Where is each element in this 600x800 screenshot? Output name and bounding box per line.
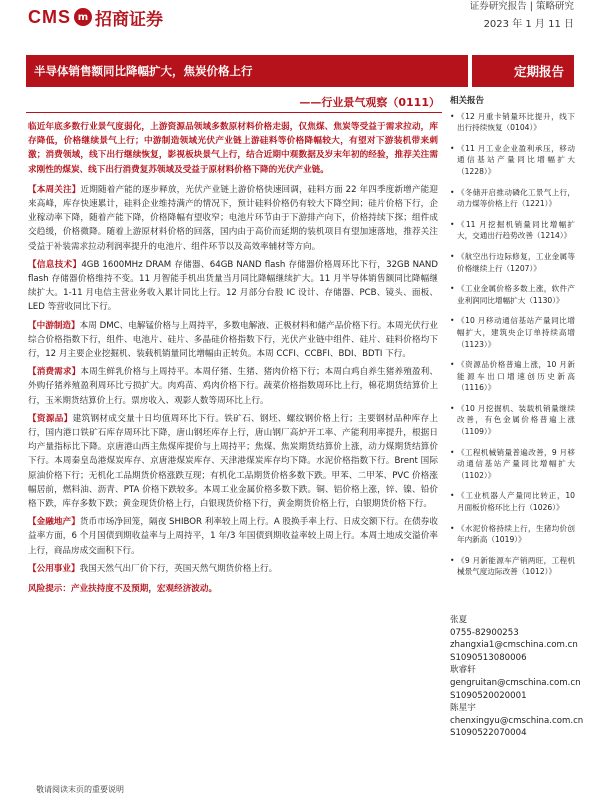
bullet-icon: • <box>450 555 455 565</box>
logo-badge-icon: m <box>74 8 92 26</box>
logo-en: CMS <box>28 6 71 27</box>
analyst-email[interactable]: zhangxia1@cmschina.com.cn <box>450 640 578 651</box>
section-resources: 【资源品】建筑钢材成交量十日均值周环比下行。铁矿石、钢坯、螺纹钢价格上行；主要钢材品种库存上行，国内港口铁矿石库存周环比下降，唐山钢坯库存上行，唐山钢厂高炉开工率、产能利用率提升，根据日均产量指标比下降。京唐港山西主焦煤库提价与上周持平；焦煤、焦炭期货结算价上涨，动力煤期货结算价下行。本周秦皇岛港煤炭库存、京唐港煤炭库存、天津港煤炭库存均下降。水泥价格指数下行。Brent 国际原油价格下行；无机化工品期货价格涨跌互现；有机化工品期货价格多数下跌。甲苯、二甲苯、PVC 价格涨幅居前，燃料油、沥青、PTA 价格下跌较多。本周工业金属价格多数下跌。铜、铝价格上涨，锌、镍、铅价格下跌，库存多数下跌；黄金现货价格上行，白银现货价格下行，黄金期货价格上行，白银期货价格下行。 <box>28 413 438 510</box>
related-item[interactable]: • 《10 月移动通信基站产量同比增幅扩大，建筑央企订单持续高增（1123）》 <box>450 316 575 349</box>
bullet-icon: • <box>450 111 455 121</box>
report-meta <box>470 0 574 32</box>
bullet-icon: • <box>450 523 455 533</box>
analyst-phone: 0755-82900253 <box>450 627 519 638</box>
related-heading: 相关报告 <box>450 96 485 106</box>
analyst-email[interactable]: gengruitan@cmschina.com.cn <box>450 677 581 688</box>
report-title: 半导体销售额同比降幅扩大，焦炭价格上行 <box>34 64 253 78</box>
related-item[interactable]: • 《11 月工业企业盈利承压，移动通信基站产量同比增幅扩大（1228）》 <box>450 143 575 176</box>
bullet-icon: • <box>450 251 455 261</box>
analyst-license: S1090513080006 <box>450 652 527 663</box>
analyst-name: 陈星宇 <box>450 703 476 714</box>
related-item[interactable]: • 《工程机械销量普遍改善，9 月移动通信基站产量同比增幅扩大（1102）》 <box>450 447 575 480</box>
related-item[interactable]: • 《工业机器人产量同比转正，10 月面板价格环比上行（1026）》 <box>450 491 575 513</box>
section-focus: 【本周关注】近期随着产能的逐步释放，光伏产业链上游价格快速回调，硅料方面 22 年四季度新增产能迎来高峰，库存快速累计，硅料企业维持满产的情况下，预计硅料价格仍有较大下降空间；硅片价格下行，企业稼动率下降，随着产能下降，价格降幅有望收窄；电池片环节由于下游排产向下，价格持续下探；组件成交趋缓，价格微降。随着上游原材料价格的回落，国内由于高价而延期的装机项目有望加速落地，推荐关注受益于补装需求拉动利润率提升的电池片、组件环节以及高效率辅材等方向。 <box>28 184 438 252</box>
analyst-name: 耿睿轩 <box>450 665 476 676</box>
subtitle-rule <box>26 112 442 113</box>
bullet-icon: • <box>450 219 455 229</box>
bullet-icon: • <box>450 316 455 326</box>
report-tag: 定期报告 <box>513 64 564 79</box>
related-item[interactable]: • 《9 月新能源车产销两旺，工程机械景气度边际改善（1012）》 <box>450 555 575 577</box>
bullet-icon: • <box>450 403 455 413</box>
section-consumer: 【消费需求】本周生鲜乳价格与上周持平。本周仔猪、生猪、猪肉价格下行；本周白鸡自养生猪养殖盈利、外购仔猪养殖盈利周环比亏损扩大。肉鸡苗、鸡肉价格下行。蔬菜价格指数周环比上行，棉花期货结算价上行，玉米期货结算价上行。票房收入、观影人数等周环比上行。 <box>28 367 438 406</box>
related-reports <box>450 96 575 587</box>
title-banner <box>26 55 574 87</box>
analyst-contacts <box>450 614 584 740</box>
bullet-icon: • <box>450 491 455 501</box>
bullet-icon: • <box>450 143 455 153</box>
bullet-icon: • <box>450 284 455 294</box>
report-date: 2023 年 1 月 11 日 <box>483 19 574 30</box>
section-midstream: 【中游制造】本周 DMC、电解锰价格与上周持平，多数电解液、正极材料和储产品价格下行。本周光伏行业综合价格指数下行，组件、电池片、硅片、多晶硅价格指数下行，光伏产业链中组件、硅片、硅料价格均下行，12 月主要企业挖掘机、装载机销量同比增幅由正转负。本周 CCFI、CCBFI、BDI、BDTI 下行。 <box>28 320 438 360</box>
related-item[interactable]: • 《10 月挖掘机、装载机销量继续改善，有色金属价格普遍上涨（1109）》 <box>450 403 575 437</box>
footer-note: 敬请阅读末页的重要说明 <box>36 785 124 794</box>
main-content <box>28 120 438 600</box>
bullet-icon: • <box>450 447 455 457</box>
analyst-license: S1090522070004 <box>450 728 527 739</box>
analyst-email[interactable]: chenxingyu@cmschina.com.cn <box>450 715 584 726</box>
analyst-license: S1090520020001 <box>450 690 527 701</box>
risk-note: 风险提示：产业扶持度不及预期，宏观经济波动。 <box>28 584 218 595</box>
banner-divider <box>468 55 472 87</box>
related-item[interactable]: • 《冬储开启推动磷化工景气上行，动力煤等价格上行（1221）》 <box>450 187 575 209</box>
bullet-icon: • <box>450 187 455 197</box>
related-item[interactable]: • 《水泥价格持续上行，生猪均价创年内新高（1019）》 <box>450 523 575 545</box>
report-subtitle: ——行业景气观察（0111） <box>299 96 440 109</box>
report-type: 证券研究报告 | 策略研究 <box>469 1 574 12</box>
related-item[interactable]: • 《航空出行边际修复，工业金属等价格继续上行（1207）》 <box>450 251 575 273</box>
section-finance: 【金融地产】货币市场净回笼，隔夜 SHIBOR 利率较上周上行。A 股换手率上行、日成交额下行。在债券收益率方面，6 个月国债到期收益率与上周持平，1 年/3 年国债到期收益率较上周上行。本周土地成交溢价率上行，商品房成交面积下行。 <box>28 517 438 556</box>
related-item[interactable]: • 《工业金属价格多数上涨，软件产业利润同比增幅扩大（1130）》 <box>450 284 575 305</box>
related-item[interactable]: • 《资源品价格普遍上涨，10 月新能源车出口增速创历史新高（1116）》 <box>450 360 575 393</box>
brand-logo <box>28 6 163 28</box>
related-item[interactable]: • 《12 月重卡销量环比提升，线下出行持续恢复（0104）》 <box>450 111 575 133</box>
section-it: 【信息技术】4GB 1600MHz DRAM 存储器、64GB NAND flash 存储器价格周环比下行，32GB NAND flash 存储器价格维持不变。11 月智能手机出货量当月同比降幅继续扩大。11 月半导体销售额同比降幅继续扩大。1-11 月电信主营业务收入累计同比上行。12 月部分台股 IC 设计、存储器、PCB、镜头、面板、LED 等营收同比下行。 <box>28 259 438 313</box>
intro-paragraph: 临近年底多数行业景气度弱化，上游资源品领域多数原材料价格走弱，仅焦煤、焦炭等受益于需求拉动，库存降低，价格继续景气上行；中游制造领域光伏产业链上游硅料等价格降幅较大，有望对下游装机带来刺激；消费领域，线下出行继续恢复，影视板块景气上行，结合近期中观数据及岁末年初的经验，推荐关注需求刚性的煤炭、线下出行消费复苏领域及受益于原材料价格下降的光伏产业链。 <box>28 122 438 175</box>
bullet-icon: • <box>450 360 455 370</box>
section-utilities: 【公用事业】我国天然气出厂价下行，英国天然气期货价格上行。 <box>28 563 278 574</box>
logo-cn: 招商证券 <box>95 9 163 30</box>
related-item[interactable]: • 《11 月挖掘机销量同比增幅扩大，交通出行趋势改善（1214）》 <box>450 219 575 241</box>
analyst-name: 张夏 <box>450 615 468 625</box>
